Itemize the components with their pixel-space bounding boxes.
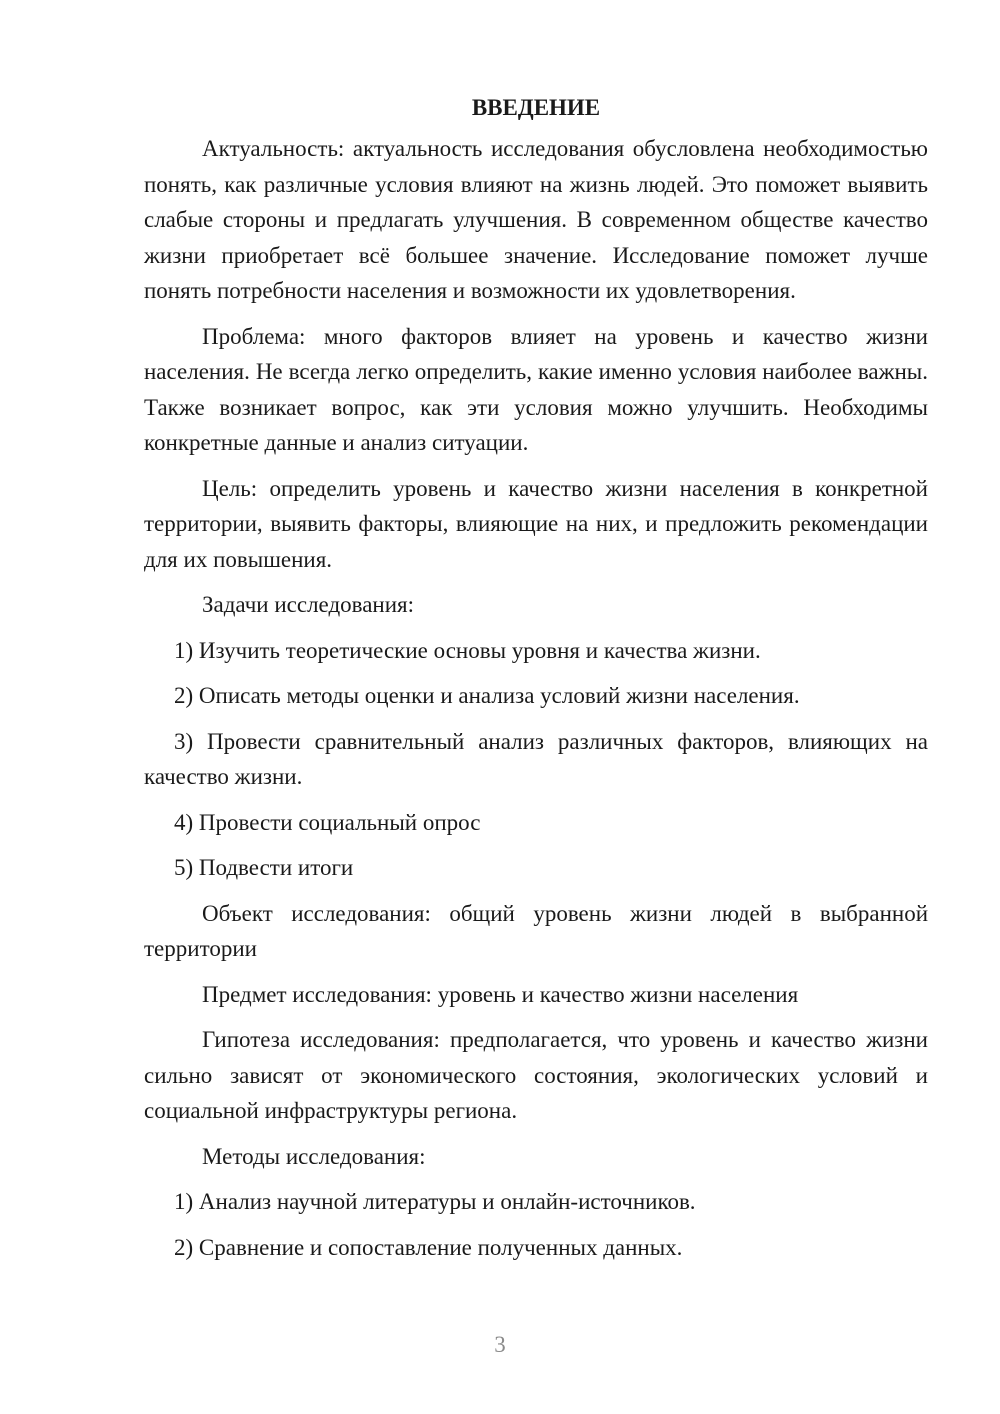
relevance-paragraph: Актуальность: актуальность исследования обусловлена необходимостью понять, как различные условия влияют на жизнь людей. Это поможет выявить слабые стороны и предлагать улучшения. В современном обществе качество жизни приобретает всё большее значение. Исследование поможет лучше понять потребности населения и возможности их удовлетворения. xyxy=(144,136,928,303)
task-item-5: 5) Подвести итоги xyxy=(174,855,354,880)
goal-paragraph: Цель: определить уровень и качество жизни населения в конкретной территории, выявить факторы, влияющие на них, и предложить рекомендации для их повышения. xyxy=(144,475,928,572)
problem-paragraph: Проблема: много факторов влияет на уровень и качество жизни населения. Не всегда легко определить, какие именно условия наиболее важны. Также возникает вопрос, как эти условия можно улучшить. Необходимы конкретные данные и анализ ситуации. xyxy=(144,323,928,455)
document-page xyxy=(144,90,928,1275)
hypothesis-paragraph: Гипотеза исследования: предполагается, что уровень и качество жизни сильно зависят от экономического состояния, экологических условий и социальной инфраструктуры региона. xyxy=(144,1027,928,1123)
method-item-1: 1) Анализ научной литературы и онлайн-источников. xyxy=(174,1189,696,1214)
method-item-2: 2) Сравнение и сопоставление полученных данных. xyxy=(174,1234,683,1260)
page-title: ВВЕДЕНИЕ xyxy=(471,95,601,120)
tasks-heading: Задачи исследования: xyxy=(202,592,415,617)
page-number: 3 xyxy=(494,1332,506,1357)
task-item-1: 1) Изучить теоретические основы уровня и качества жизни. xyxy=(174,637,761,663)
subject-paragraph: Предмет исследования: уровень и качество жизни населения xyxy=(202,981,799,1007)
task-item-3: 3) Провести сравнительный анализ различных факторов, влияющих на качество жизни. xyxy=(144,728,928,789)
object-paragraph: Объект исследования: общий уровень жизни людей в выбранной территории xyxy=(144,900,928,961)
task-item-2: 2) Описать методы оценки и анализа условий жизни населения. xyxy=(174,683,800,708)
methods-heading: Методы исследования: xyxy=(202,1143,426,1169)
task-item-4: 4) Провести социальный опрос xyxy=(174,809,481,835)
